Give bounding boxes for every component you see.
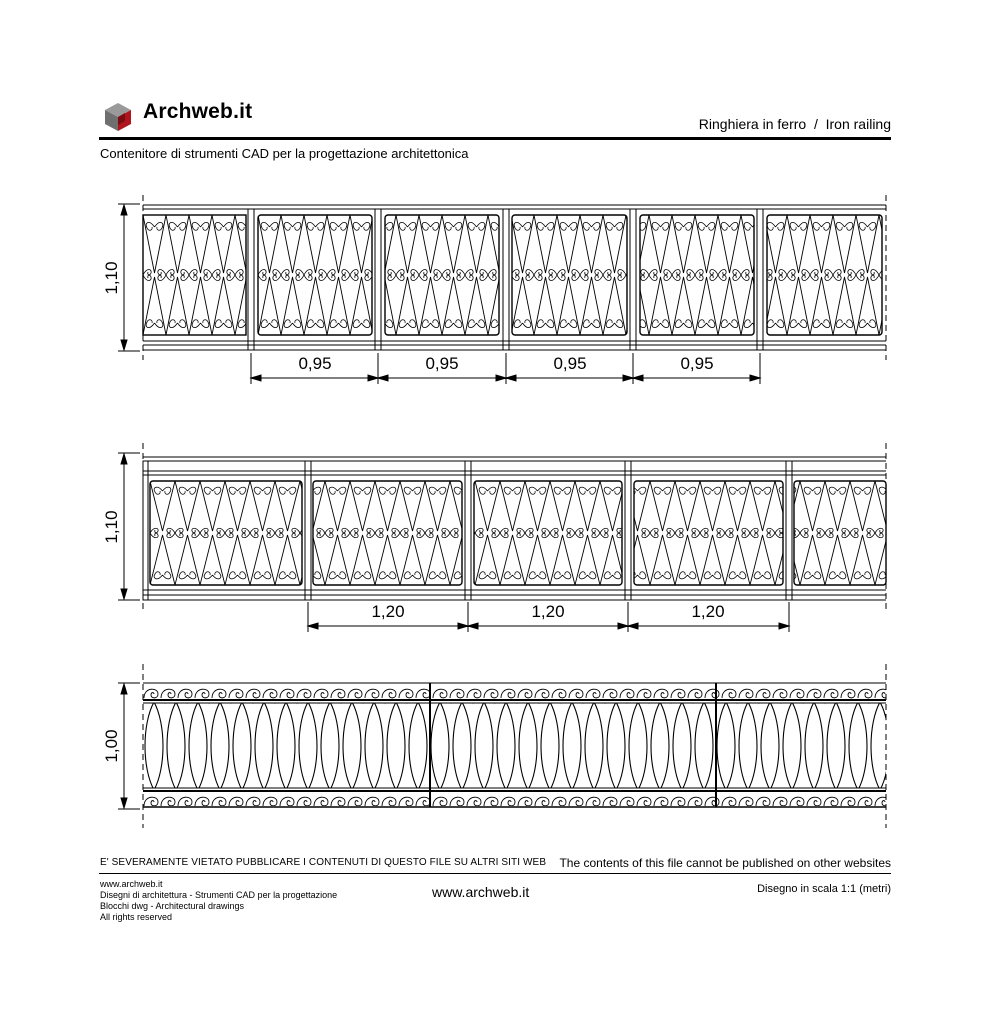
spacing-label: 1,20 bbox=[371, 602, 405, 621]
footer-rule bbox=[99, 873, 891, 874]
spacing-label: 0,95 bbox=[553, 354, 587, 373]
footer-line: Disegni di architettura - Strumenti CAD per la progettazione bbox=[100, 890, 338, 900]
railing-elevation-2 bbox=[118, 453, 886, 632]
footer-line: Blocchi dwg - Architectural drawings bbox=[100, 901, 245, 911]
spacing-label: 1,20 bbox=[531, 602, 565, 621]
height-label-2: 1,10 bbox=[102, 510, 121, 544]
railing-elevation-1 bbox=[118, 204, 886, 384]
spacing-label: 0,95 bbox=[298, 354, 332, 373]
footer-line: All rights reserved bbox=[100, 912, 173, 922]
spacing-label: 1,20 bbox=[691, 602, 725, 621]
scale-note: Disegno in scala 1:1 (metri) bbox=[757, 883, 891, 895]
railing-elevation-3 bbox=[118, 664, 886, 828]
subtitle: Contenitore di strumenti CAD per la progettazione architettonica bbox=[100, 146, 469, 161]
drawing-title: Ringhiera in ferro / Iron railing bbox=[698, 116, 891, 132]
brand-name: Archweb.it bbox=[143, 100, 253, 123]
spacing-label: 0,95 bbox=[680, 354, 714, 373]
spacing-label: 0,95 bbox=[425, 354, 459, 373]
height-label-1: 1,10 bbox=[102, 261, 121, 295]
copyright-warning-en: The contents of this file cannot be published on other websites bbox=[559, 856, 891, 870]
height-label-3: 1,00 bbox=[102, 729, 121, 763]
footer-url: www.archweb.it bbox=[432, 884, 530, 900]
copyright-warning-it: E' SEVERAMENTE VIETATO PUBBLICARE I CONTENUTI DI QUESTO FILE SU ALTRI SITI WEB bbox=[100, 857, 547, 868]
footer-line: www.archweb.it bbox=[100, 879, 163, 889]
